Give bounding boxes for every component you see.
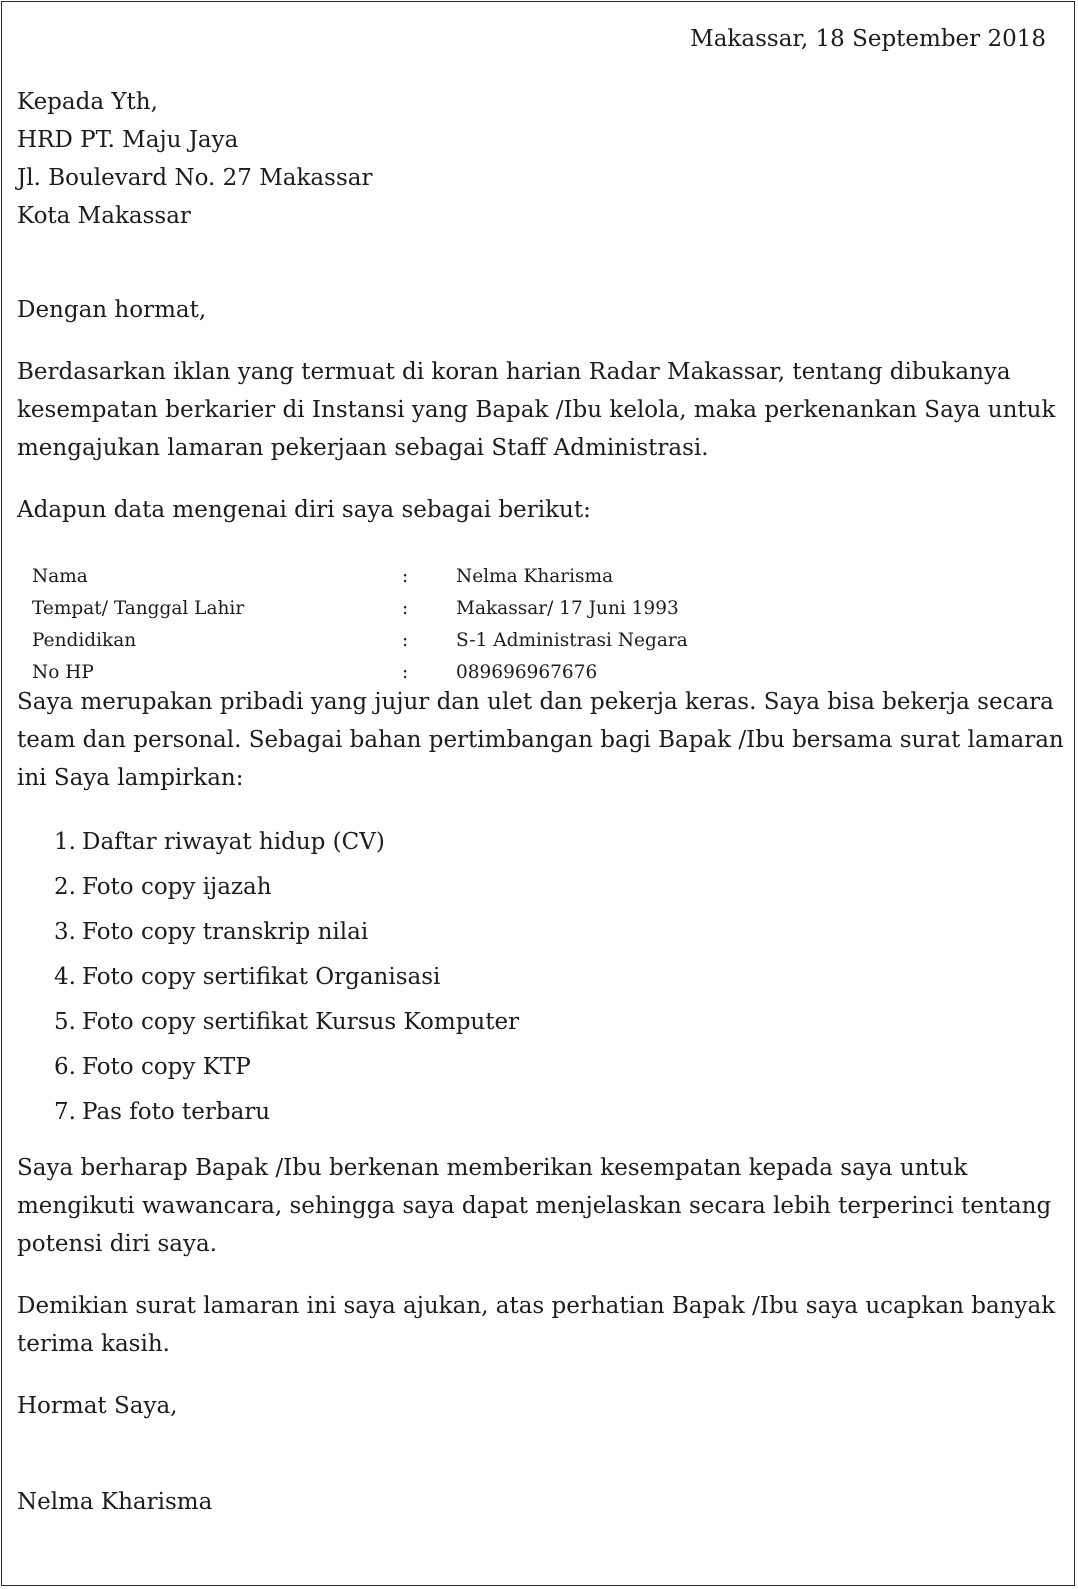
list-number: 1. [54,829,76,855]
data-label: Tempat/ Tanggal Lahir [32,598,245,619]
list-item [42,1048,742,1093]
paragraph-line: Berdasarkan iklan yang termuat di koran harian Radar Makassar, tentang dibukanya [17,359,1011,385]
paragraph-line: ini Saya lampirkan: [17,765,244,791]
thanks-paragraph [17,1287,1057,1363]
attachment-list [42,823,742,1138]
data-value: Nelma Kharisma [456,566,614,587]
data-separator: : [402,598,409,619]
data-label: Pendidikan [32,630,137,651]
data-value: 089696967676 [456,662,598,683]
list-item [42,1003,742,1048]
closing: Hormat Saya, [17,1393,178,1419]
paragraph-line: potensi diri saya. [17,1231,217,1257]
list-item [42,958,742,1003]
list-item-text: Daftar riwayat hidup (CV) [82,829,385,855]
data-intro-paragraph [17,491,1057,529]
list-item [42,823,742,868]
paragraph-line: terima kasih. [17,1331,170,1357]
list-item-text: Pas foto terbaru [82,1099,271,1125]
recipient-line: HRD PT. Maju Jaya [17,127,239,153]
list-number: 6. [54,1054,76,1080]
greeting: Dengan hormat, [17,297,207,323]
recipient-line: Kota Makassar [17,203,191,229]
recipient-line: Jl. Boulevard No. 27 Makassar [17,165,373,191]
list-number: 7. [54,1099,76,1125]
data-row-education [32,625,832,657]
data-row-birth [32,593,832,625]
list-item [42,1093,742,1138]
hope-paragraph [17,1149,1057,1263]
recipient-address [17,83,372,235]
list-item-text: Foto copy transkrip nilai [82,919,369,945]
list-item-text: Foto copy ijazah [82,874,272,900]
self-description-paragraph [17,683,1064,797]
paragraph-line: mengikuti wawancara, sehingga saya dapat menjelaskan secara lebih terperinci tentang [17,1193,1052,1219]
recipient-line: Kepada Yth, [17,89,158,115]
paragraph-line: Adapun data mengenai diri saya sebagai berikut: [17,497,591,523]
list-number: 5. [54,1009,76,1035]
date-line: Makassar, 18 September 2018 [690,26,1046,52]
list-item [42,913,742,958]
list-item-text: Foto copy sertifikat Kursus Komputer [82,1009,520,1035]
paragraph-line: kesempatan berkarier di Instansi yang Bapak /Ibu kelola, maka perkenankan Saya untuk [17,397,1056,423]
paragraph-line: Demikian surat lamaran ini saya ajukan, atas perhatian Bapak /Ibu saya ucapkan banyak [17,1293,1056,1319]
signature-name: Nelma Kharisma [17,1489,213,1515]
paragraph-line: mengajukan lamaran pekerjaan sebagai Staff Administrasi. [17,435,709,461]
data-label: Nama [32,566,88,587]
data-value: S-1 Administrasi Negara [456,630,688,651]
letter-page [1,1,1075,1586]
paragraph-line: Saya berharap Bapak /Ibu berkenan memberikan kesempatan kepada saya untuk [17,1155,968,1181]
list-item-text: Foto copy KTP [82,1054,251,1080]
list-item [42,868,742,913]
list-item-text: Foto copy sertifikat Organisasi [82,964,441,990]
data-separator: : [402,566,409,587]
opening-paragraph [17,353,1057,467]
list-number: 2. [54,874,76,900]
paragraph-line: Saya merupakan pribadi yang jujur dan ulet dan pekerja keras. Saya bisa bekerja secara [17,689,1054,715]
paragraph-line: team dan personal. Sebagai bahan pertimbangan bagi Bapak /Ibu bersama surat lamaran [17,727,1064,753]
data-separator: : [402,630,409,651]
data-separator: : [402,662,409,683]
data-value: Makassar/ 17 Juni 1993 [456,598,679,619]
list-number: 3. [54,919,76,945]
data-label: No HP [32,662,94,683]
personal-data-table [32,561,832,689]
data-row-name [32,561,832,593]
list-number: 4. [54,964,76,990]
